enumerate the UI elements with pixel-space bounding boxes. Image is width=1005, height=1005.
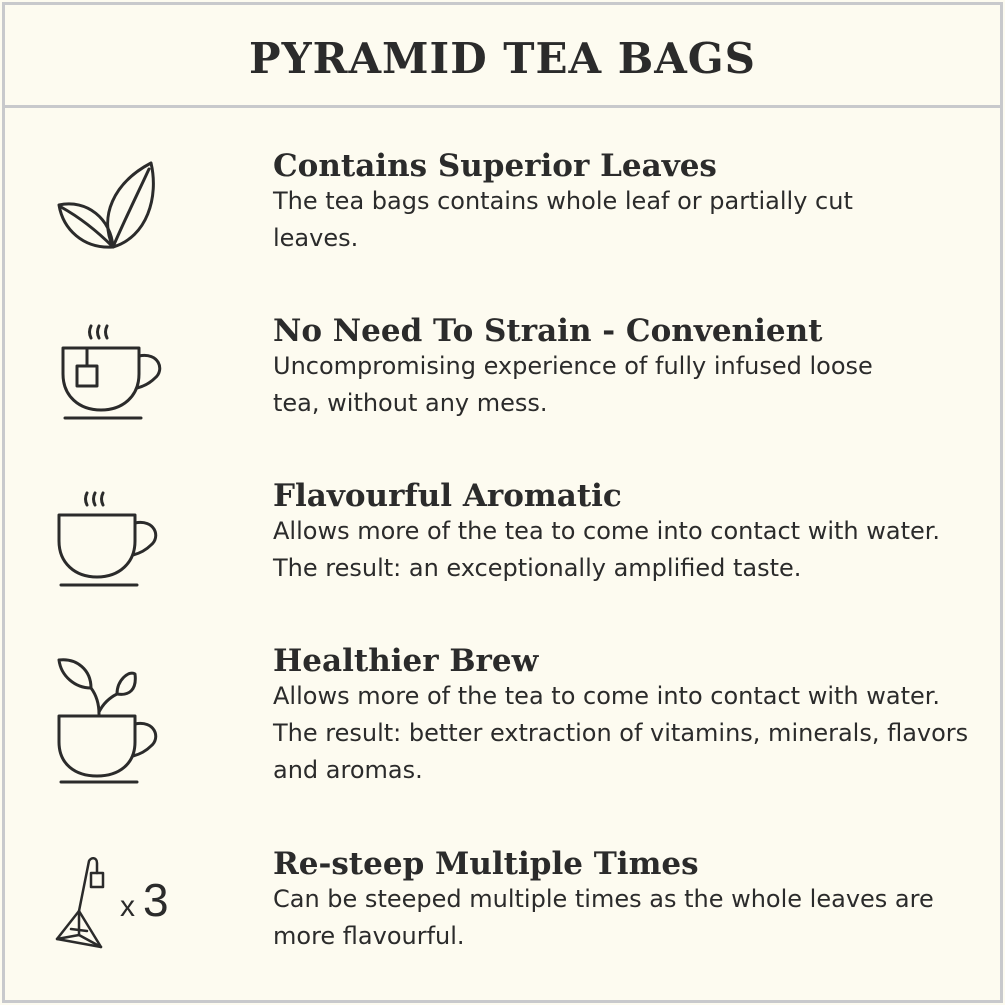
teacup-with-teabag-icon <box>55 322 175 422</box>
steaming-cup-icon <box>55 489 175 589</box>
pyramid-teabag-icon <box>49 855 113 951</box>
steep-multiplier <box>120 873 169 927</box>
page-title: PYRAMID TEA BAGS <box>249 33 756 83</box>
header <box>5 5 1000 108</box>
multiplier-value: 3 <box>143 874 169 926</box>
infographic-card <box>2 2 1003 1003</box>
multiplier-symbol: x <box>120 890 135 923</box>
feature-heading: No Need To Strain - Convenient <box>273 313 823 349</box>
feature-description: The tea bags contains whole leaf or partially cut leaves. <box>273 187 853 252</box>
leaves-icon <box>51 155 161 255</box>
feature-description: Uncompromising experience of fully infused loose tea, without any mess. <box>273 352 873 417</box>
feature-heading: Contains Superior Leaves <box>273 148 717 184</box>
feature-description: Allows more of the tea to come into contact with water. The result: better extraction of vitamins, minerals, flavors and aromas. <box>273 682 969 784</box>
cup-with-sprout-icon <box>53 654 173 784</box>
feature-heading: Healthier Brew <box>273 643 539 679</box>
feature-heading: Re-steep Multiple Times <box>273 846 699 882</box>
feature-heading: Flavourful Aromatic <box>273 478 622 514</box>
feature-description: Can be steeped multiple times as the whole leaves are more flavourful. <box>273 885 934 950</box>
feature-description: Allows more of the tea to come into contact with water. The result: an exceptionally amplified taste. <box>273 517 941 582</box>
